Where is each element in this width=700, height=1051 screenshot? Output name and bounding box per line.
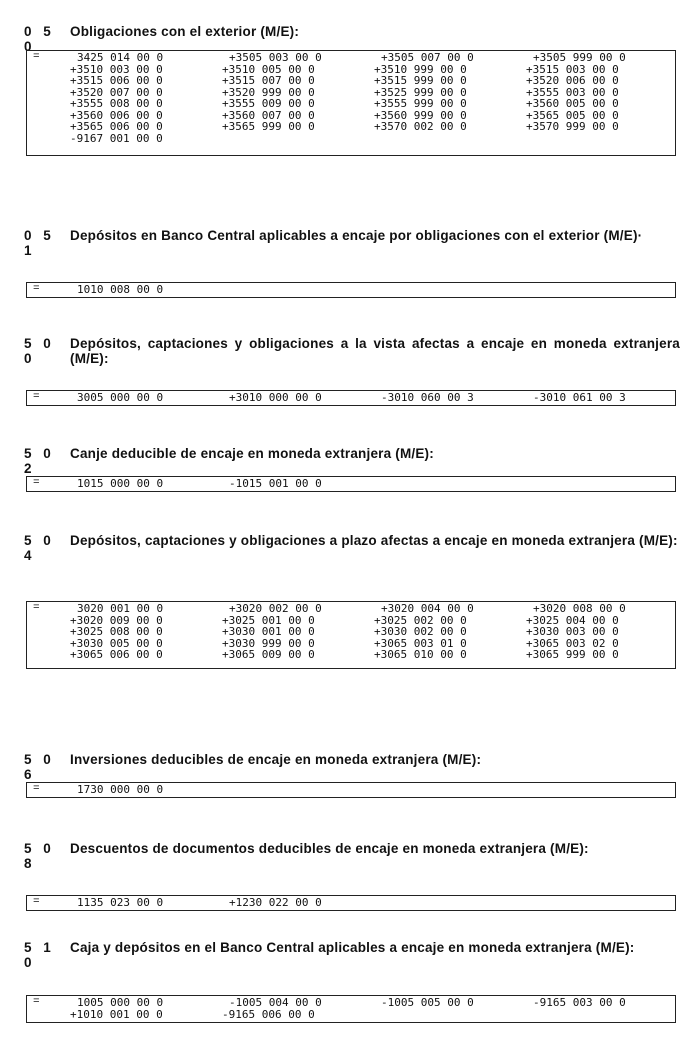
section-code: 5 0 4 [24, 533, 55, 563]
section-code: 5 0 6 [24, 752, 55, 782]
equals-sign: = [33, 51, 40, 63]
account-code: +3560 006 00 0 [70, 108, 163, 122]
account-code: 1010 008 00 0 [77, 283, 164, 296]
formula-row [27, 603, 675, 615]
account-code: +3555 009 00 0 [222, 97, 315, 110]
account-formula-box [26, 601, 676, 669]
formula-row [27, 284, 675, 296]
section-heading [24, 841, 680, 871]
account-code: +3030 002 00 0 [374, 625, 467, 638]
equals-sign: = [33, 477, 40, 489]
account-code: +3025 001 00 0 [222, 613, 315, 627]
account-code: +3560 005 00 0 [526, 97, 619, 110]
account-code: +3555 999 00 0 [374, 97, 467, 110]
account-code: -3010 060 00 3 [381, 391, 474, 404]
section-heading [24, 228, 680, 258]
account-code: -9167 001 00 0 [70, 131, 163, 145]
formula-row [27, 897, 675, 909]
account-code: +3025 002 00 0 [374, 613, 467, 627]
account-code: +3560 007 00 0 [222, 108, 315, 122]
account-code: +3520 999 00 0 [222, 85, 315, 99]
account-formula-box [26, 782, 676, 798]
formula-row [27, 121, 675, 133]
section-heading [24, 533, 680, 563]
account-code: +3025 008 00 0 [70, 625, 163, 638]
account-code: +3515 003 00 0 [526, 62, 619, 76]
account-code: +3510 005 00 0 [222, 62, 315, 76]
equals-sign: = [33, 602, 40, 614]
account-code: +3020 002 00 0 [229, 602, 322, 615]
section-510 [24, 940, 680, 1021]
account-code: +3565 005 00 0 [526, 108, 619, 122]
section-title: Canje deducible de encaje en moneda extranjera (M/E): [70, 446, 434, 461]
section-heading [24, 446, 680, 476]
section-code: 5 0 8 [24, 841, 55, 871]
account-code: +3560 999 00 0 [374, 108, 467, 122]
account-code: +3065 999 00 0 [526, 648, 619, 661]
account-code: +3020 009 00 0 [70, 613, 163, 627]
account-formula-box [26, 282, 676, 298]
account-formula-box [26, 895, 676, 911]
equals-sign: = [33, 783, 40, 795]
formula-row [27, 98, 675, 110]
account-code: +1010 001 00 0 [70, 1007, 163, 1021]
formula-row [27, 478, 675, 490]
account-code: +3565 006 00 0 [70, 120, 163, 133]
account-code: +3030 005 00 0 [70, 636, 163, 650]
formula-row [27, 75, 675, 87]
account-code: +3065 003 02 0 [526, 636, 619, 650]
section-506 [24, 752, 680, 796]
section-heading [24, 336, 680, 366]
account-code: +3525 999 00 0 [374, 85, 467, 99]
section-title: Obligaciones con el exterior (M/E): [70, 24, 300, 39]
equals-sign: = [33, 391, 40, 403]
account-code: +3065 006 00 0 [70, 648, 163, 661]
account-code: +3515 999 00 0 [374, 74, 467, 87]
account-code: +3020 008 00 0 [533, 602, 626, 615]
section-051 [24, 228, 680, 296]
section-title: Depósitos en Banco Central aplicables a encaje por obligaciones con el exterior (M/E)· [70, 228, 643, 243]
formula-row [27, 997, 675, 1009]
account-code: 1730 000 00 0 [77, 783, 164, 796]
account-code: +3065 009 00 0 [222, 648, 315, 661]
section-code: 5 0 2 [24, 446, 55, 476]
account-code: +3505 007 00 0 [381, 51, 474, 64]
account-code: +3515 007 00 0 [222, 74, 315, 87]
formula-row [27, 626, 675, 638]
section-504 [24, 533, 680, 661]
account-code: +3510 003 00 0 [70, 62, 163, 76]
equals-sign: = [33, 896, 40, 908]
formula-row [27, 649, 675, 661]
section-title: Depósitos, captaciones y obligaciones a la vista afectas a encaje en moneda extranjera (M/E): [70, 336, 680, 366]
account-formula-box [26, 995, 676, 1023]
section-code: 5 1 0 [24, 940, 55, 970]
account-code: +1230 022 00 0 [229, 896, 322, 909]
account-code: +3555 003 00 0 [526, 85, 619, 99]
account-code: +3570 002 00 0 [374, 120, 467, 133]
account-code: +3510 999 00 0 [374, 62, 467, 76]
account-code: -9165 006 00 0 [222, 1007, 315, 1021]
section-title: Descuentos de documentos deducibles de encaje en moneda extranjera (M/E): [70, 841, 589, 856]
account-code: +3065 003 01 0 [374, 636, 467, 650]
formula-row [27, 784, 675, 796]
account-code: +3520 007 00 0 [70, 85, 163, 99]
account-code: +3030 001 00 0 [222, 625, 315, 638]
section-508 [24, 841, 680, 909]
section-code: 0 5 1 [24, 228, 55, 258]
equals-sign: = [33, 283, 40, 295]
account-code: -1005 004 00 0 [229, 996, 322, 1009]
account-code: 3425 014 00 0 [77, 51, 164, 64]
account-code: +3570 999 00 0 [526, 120, 619, 133]
formula-row [27, 133, 675, 145]
account-code: +3505 003 00 0 [229, 51, 322, 64]
account-code: 1015 000 00 0 [77, 477, 164, 490]
section-heading [24, 752, 680, 782]
section-050 [24, 24, 680, 145]
account-code: -1005 005 00 0 [381, 996, 474, 1009]
section-code: 5 0 0 [24, 336, 55, 366]
account-code: +3065 010 00 0 [374, 648, 467, 661]
account-code: +3030 999 00 0 [222, 636, 315, 650]
section-title: Inversiones deducibles de encaje en moneda extranjera (M/E): [70, 752, 482, 767]
account-code: +3030 003 00 0 [526, 625, 619, 638]
account-code: +3520 006 00 0 [526, 74, 619, 87]
account-code: 1005 000 00 0 [77, 996, 164, 1009]
formula-row [27, 1009, 675, 1021]
section-500 [24, 336, 680, 404]
account-code: 3020 001 00 0 [77, 602, 164, 615]
account-code: +3515 006 00 0 [70, 74, 163, 87]
account-code: -1015 001 00 0 [229, 477, 322, 490]
account-code: 1135 023 00 0 [77, 896, 164, 909]
section-code: 0 5 0 [24, 24, 55, 54]
section-502 [24, 446, 680, 490]
account-code: +3010 000 00 0 [229, 391, 322, 404]
account-code: +3555 008 00 0 [70, 97, 163, 110]
account-code: 3005 000 00 0 [77, 391, 164, 404]
section-title: Depósitos, captaciones y obligaciones a plazo afectas a encaje en moneda extranjera (M/E): [70, 533, 678, 548]
account-code: +3020 004 00 0 [381, 602, 474, 615]
account-code: +3025 004 00 0 [526, 613, 619, 627]
account-formula-box [26, 50, 676, 156]
account-code: -3010 061 00 3 [533, 391, 626, 404]
account-formula-box [26, 476, 676, 492]
account-code: +3505 999 00 0 [533, 51, 626, 64]
account-code: +3565 999 00 0 [222, 120, 315, 133]
account-code: -9165 003 00 0 [533, 996, 626, 1009]
equals-sign: = [33, 996, 40, 1008]
formula-row [27, 392, 675, 404]
account-formula-box [26, 390, 676, 406]
formula-row [27, 52, 675, 64]
section-title: Caja y depósitos en el Banco Central aplicables a encaje en moneda extranjera (M/E): [70, 940, 635, 955]
section-heading [24, 940, 680, 970]
